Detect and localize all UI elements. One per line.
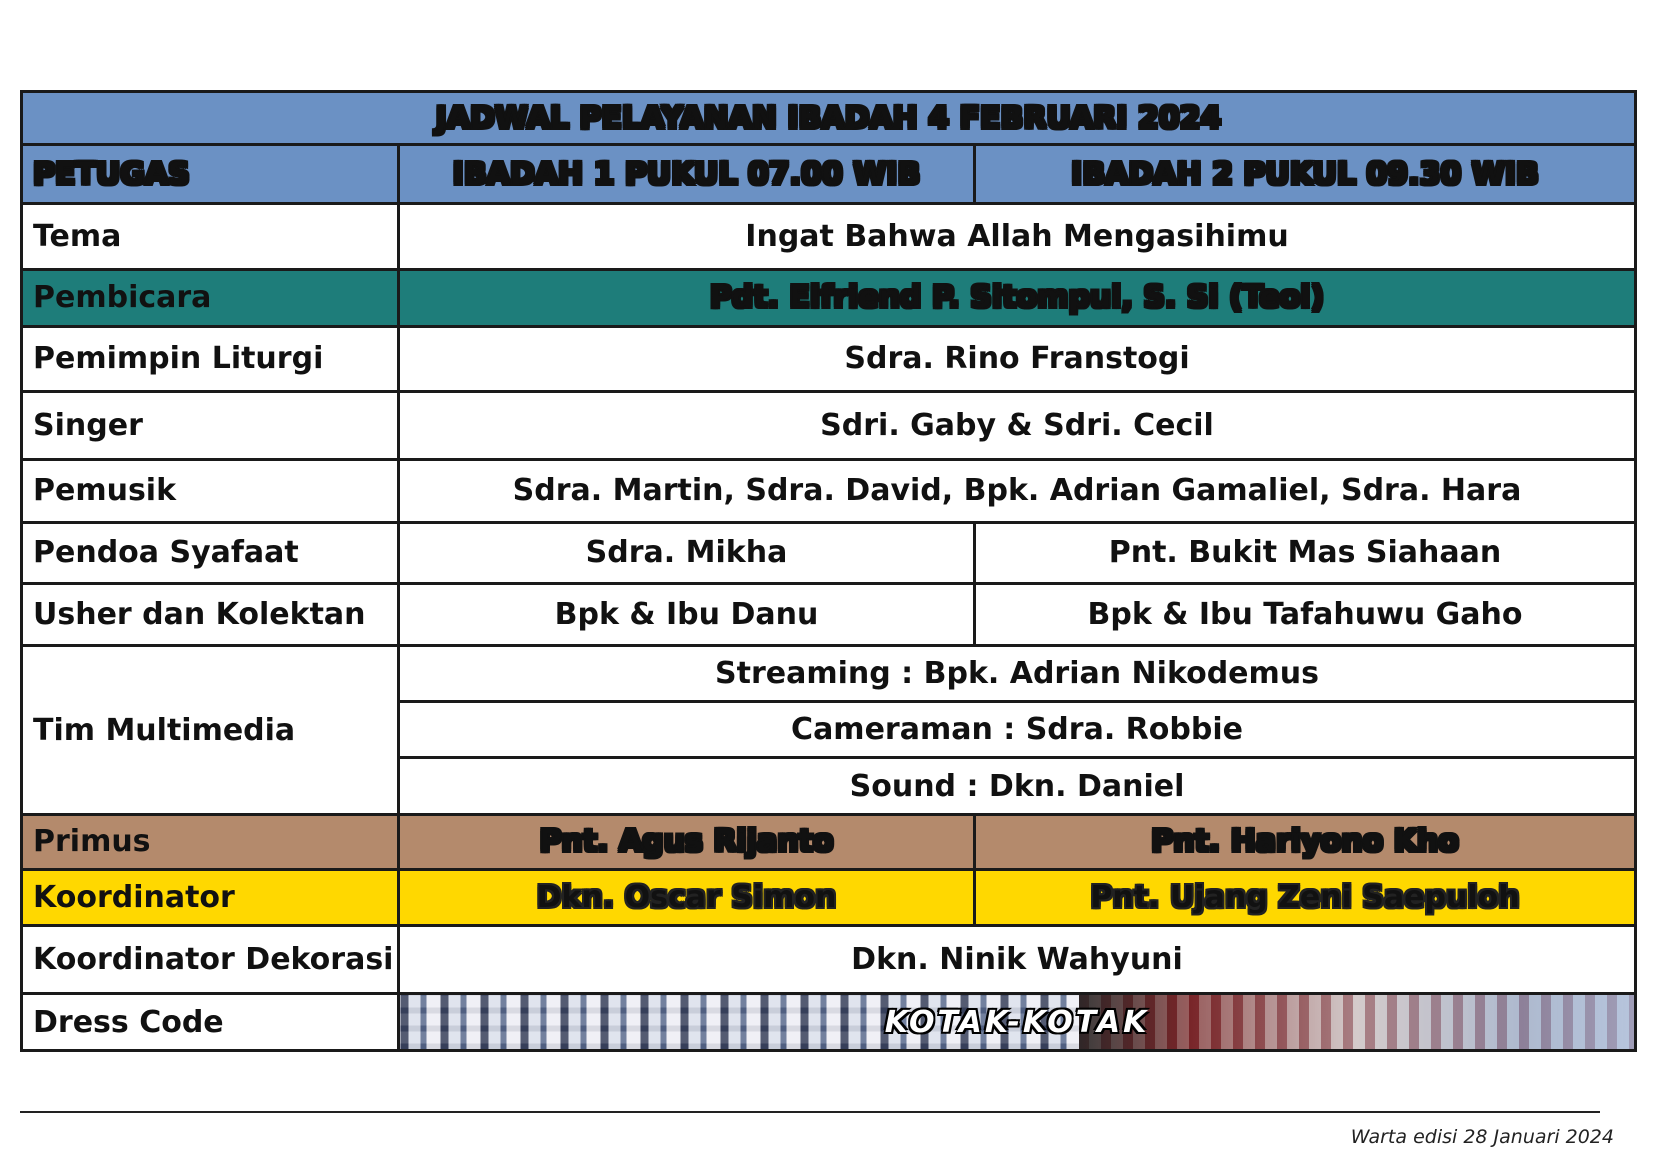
- value-primus-1: Pnt. Agus Rijanto: [399, 814, 975, 869]
- label-pemusik: Pemusik: [22, 459, 399, 523]
- row-tema: [22, 203, 1636, 269]
- value-cameraman: Cameraman : Sdra. Robbie: [399, 701, 1636, 757]
- label-pemimpin-liturgi: Pemimpin Liturgi: [22, 327, 399, 392]
- value-koordinator-dekorasi: Dkn. Ninik Wahyuni: [399, 925, 1636, 994]
- value-streaming: Streaming : Bpk. Adrian Nikodemus: [399, 646, 1636, 701]
- value-pemimpin-liturgi: Sdra. Rino Franstogi: [399, 327, 1636, 392]
- label-koordinator: Koordinator: [22, 870, 399, 925]
- schedule-title: JADWAL PELAYANAN IBADAH 4 FEBRUARI 2024: [22, 92, 1636, 145]
- label-pendoa-syafaat: Pendoa Syafaat: [22, 523, 399, 584]
- value-koordinator-1: Dkn. Oscar Simon: [399, 870, 975, 925]
- row-primus: [22, 814, 1636, 869]
- header-row: [22, 145, 1636, 204]
- row-multimedia-streaming: [22, 646, 1636, 701]
- value-pemusik: Sdra. Martin, Sdra. David, Bpk. Adrian Gamaliel, Sdra. Hara: [399, 459, 1636, 523]
- dress-code-image: [399, 994, 1636, 1051]
- label-singer: Singer: [22, 391, 399, 459]
- label-pembicara: Pembicara: [22, 269, 399, 326]
- row-pemusik: [22, 459, 1636, 523]
- row-koordinator-dekorasi: [22, 925, 1636, 994]
- value-sound: Sound : Dkn. Daniel: [399, 758, 1636, 814]
- header-petugas: PETUGAS: [22, 145, 399, 204]
- label-multimedia: Tim Multimedia: [22, 646, 399, 814]
- value-pendoa-syafaat-2: Pnt. Bukit Mas Siahaan: [975, 523, 1636, 584]
- label-usher: Usher dan Kolektan: [22, 583, 399, 646]
- value-tema: Ingat Bahwa Allah Mengasihimu: [399, 203, 1636, 269]
- row-usher: [22, 583, 1636, 646]
- row-dress-code: [22, 994, 1636, 1051]
- row-pendoa-syafaat: [22, 523, 1636, 584]
- footer-edition: Warta edisi 28 Januari 2024: [1350, 1126, 1614, 1148]
- value-pendoa-syafaat-1: Sdra. Mikha: [399, 523, 975, 584]
- header-ibadah-2: IBADAH 2 PUKUL 09.30 WIB: [975, 145, 1636, 204]
- header-ibadah-1: IBADAH 1 PUKUL 07.00 WIB: [399, 145, 975, 204]
- footer-divider: [20, 1111, 1600, 1113]
- label-primus: Primus: [22, 814, 399, 869]
- value-usher-2: Bpk & Ibu Tafahuwu Gaho: [975, 583, 1636, 646]
- row-koordinator: [22, 870, 1636, 925]
- value-pembicara: Pdt. Elfriend P. Sitompul, S. Si (Teol): [399, 269, 1636, 326]
- row-pembicara: [22, 269, 1636, 326]
- value-usher-1: Bpk & Ibu Danu: [399, 583, 975, 646]
- value-singer: Sdri. Gaby & Sdri. Cecil: [399, 391, 1636, 459]
- value-koordinator-2: Pnt. Ujang Zeni Saepuloh: [975, 870, 1636, 925]
- title-row: [22, 92, 1636, 145]
- value-dress-code: KOTAK-KOTAK: [884, 1004, 1150, 1040]
- label-dress-code: Dress Code: [22, 994, 399, 1051]
- label-tema: Tema: [22, 203, 399, 269]
- schedule-table: [20, 90, 1637, 1052]
- row-singer: [22, 391, 1636, 459]
- value-primus-2: Pnt. Hariyono Kho: [975, 814, 1636, 869]
- row-pemimpin-liturgi: [22, 327, 1636, 392]
- label-koordinator-dekorasi: Koordinator Dekorasi: [22, 925, 399, 994]
